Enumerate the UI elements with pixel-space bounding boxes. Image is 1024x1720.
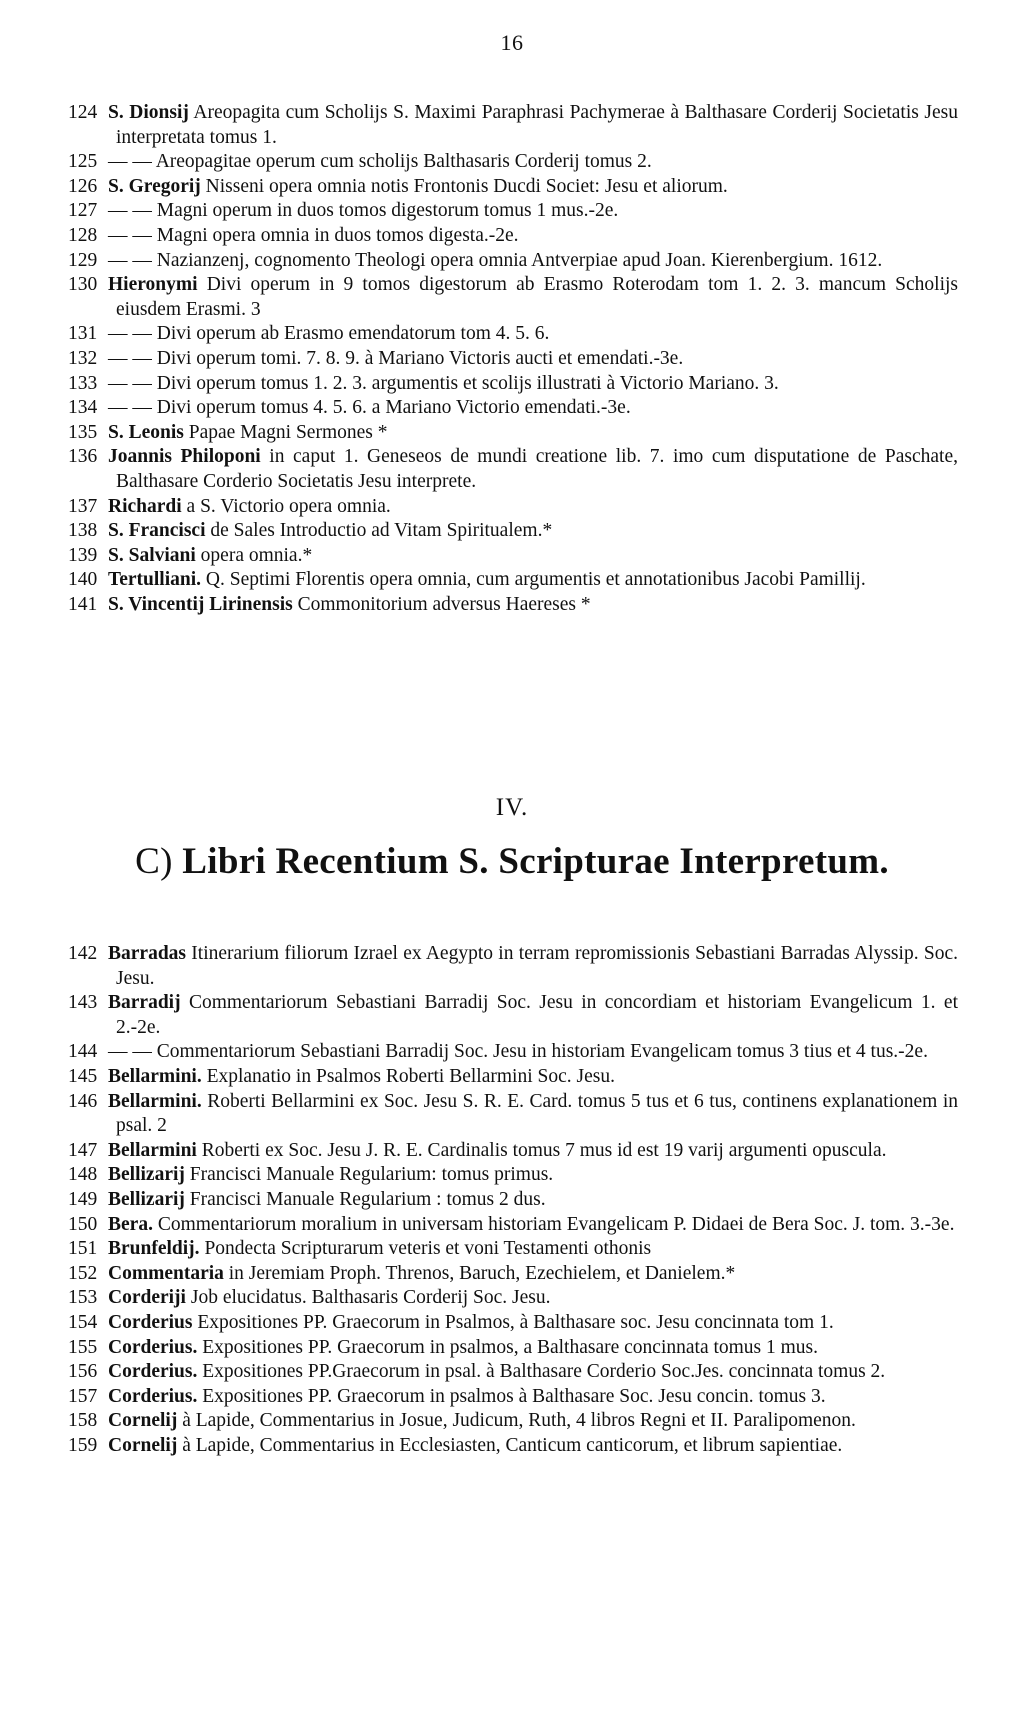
entry-number: 144 — [68, 1041, 98, 1063]
entry-title: Itinerarium filiorum Izrael ex Aegypto in terram repromissionis Sebastiani Barradas Alyssip. Soc. Jesu. — [116, 943, 958, 989]
entry-title: in caput 1. Geneseos de mundi creatione lib. 7. imo cum disputatione de Paschate, Balthasare Corderio Societatis Jesu interprete. — [116, 446, 958, 492]
catalog-entry — [68, 1213, 958, 1238]
catalog-entry — [68, 150, 958, 175]
entry-ditto-dash: — — — [108, 200, 157, 222]
entry-ditto-dash: — — — [108, 1041, 157, 1063]
catalog-entry — [68, 175, 958, 200]
entry-title: Expositiones PP. Graecorum in Psalmos, à Balthasare soc. Jesu concinnata tom 1. — [192, 1311, 834, 1333]
entry-number: 148 — [68, 1164, 98, 1186]
catalog-entry — [68, 1065, 958, 1090]
catalog-entry — [68, 593, 958, 618]
catalog-entry — [68, 942, 958, 991]
entry-title: opera omnia.* — [195, 544, 313, 566]
catalog-entry — [68, 1311, 958, 1336]
entry-author: Bellarmini — [108, 1139, 197, 1161]
entry-number: 137 — [68, 495, 98, 517]
catalog-entry — [68, 421, 958, 446]
catalog-entry — [68, 372, 958, 397]
entry-title: de Sales Introductio ad Vitam Spiritualem.* — [205, 520, 553, 542]
catalog-entry — [68, 1434, 958, 1459]
entry-title: Nisseni opera omnia notis Frontonis Ducdi Societ: Jesu et aliorum. — [200, 175, 728, 197]
catalog-entry — [68, 1139, 958, 1164]
entry-author: Commentaria — [108, 1262, 224, 1284]
entry-number: 145 — [68, 1065, 98, 1087]
entry-author: Corderius. — [108, 1336, 198, 1358]
entry-number: 140 — [68, 569, 98, 591]
entry-number: 126 — [68, 175, 98, 197]
entry-title: à Lapide, Commentarius in Ecclesiasten, Canticum canticorum, et librum sapientiae. — [177, 1434, 843, 1456]
entry-author: Corderius — [108, 1311, 193, 1333]
entry-author: Corderiji — [108, 1287, 186, 1309]
entry-ditto-dash: — — — [108, 347, 157, 369]
entry-title: Divi operum in 9 tomos digestorum ab Erasmo Roterodam tom 1. 2. 3. mancum Scholijs eiusdem Erasmi. 3 — [116, 274, 958, 320]
entry-ditto-dash: — — — [108, 249, 157, 271]
entry-ditto-dash: — — — [108, 224, 157, 246]
catalog-entry — [68, 273, 958, 322]
catalog-entry — [68, 322, 958, 347]
entry-author: Corderius. — [108, 1361, 198, 1383]
catalog-entry — [68, 396, 958, 421]
entry-number: 158 — [68, 1410, 98, 1432]
entry-list-part2 — [68, 942, 958, 1458]
entry-ditto-dash: — — — [108, 372, 157, 394]
entry-author: Bellizarij — [108, 1164, 185, 1186]
entry-author: Hieronymi — [108, 274, 198, 296]
entry-title: Roberti ex Soc. Jesu J. R. E. Cardinalis tomus 7 mus id est 19 varij argumenti opuscula. — [196, 1139, 887, 1161]
entry-number: 139 — [68, 544, 98, 566]
entry-ditto-dash: — — — [108, 151, 156, 173]
entry-number: 153 — [68, 1287, 98, 1309]
entry-title: Divi operum ab Erasmo emendatorum tom 4. 5. 6. — [156, 323, 550, 345]
catalog-entry — [68, 101, 958, 150]
catalog-entry — [68, 1385, 958, 1410]
entry-author: Barradas — [108, 943, 186, 964]
section-letter: C) — [135, 841, 173, 882]
entry-author: Bellarmini. — [108, 1090, 202, 1112]
entry-title: Expositiones PP. Graecorum in psalmos à Balthasare Soc. Jesu concin. tomus 3. — [197, 1385, 826, 1407]
entry-number: 141 — [68, 593, 98, 615]
entry-author: S. Dionsij — [108, 102, 189, 123]
catalog-entry — [68, 519, 958, 544]
entry-title: Divi operum tomus 1. 2. 3. argumentis et scolijs illustrati à Victorio Mariano. 3. — [156, 372, 779, 394]
entry-author: Joannis Philoponi — [108, 446, 261, 468]
entry-author: Bera. — [108, 1213, 153, 1235]
entry-title: Roberti Bellarmini ex Soc. Jesu S. R. E. Card. tomus 5 tus et 6 tus, continens explanationem in psal. 2 — [116, 1090, 958, 1137]
entry-number: 151 — [68, 1238, 98, 1260]
entry-number: 147 — [68, 1139, 98, 1161]
entry-title: a S. Victorio opera omnia. — [181, 495, 391, 517]
entry-number: 155 — [68, 1336, 98, 1358]
catalog-entry — [68, 199, 958, 224]
entry-ditto-dash: — — — [108, 323, 157, 345]
entry-author: Bellizarij — [108, 1188, 185, 1210]
entry-number: 132 — [68, 347, 98, 369]
entry-list-part1 — [68, 101, 958, 617]
entry-number: 159 — [68, 1434, 98, 1456]
entry-number: 156 — [68, 1361, 98, 1383]
entry-number: 146 — [68, 1090, 98, 1112]
catalog-entry — [68, 224, 958, 249]
entry-title: Expositiones PP. Graecorum in psalmos, a Balthasare concinnata tomus 1 mus. — [197, 1336, 819, 1358]
entry-number: 130 — [68, 274, 98, 296]
entry-number: 157 — [68, 1385, 98, 1407]
catalog-entry — [68, 445, 958, 494]
entry-author: Barradij — [108, 992, 181, 1014]
entry-author: S. Vincentij Lirinensis — [108, 593, 293, 615]
entry-title: Pondecta Scripturarum veteris et voni Testamenti othonis — [199, 1238, 652, 1260]
entry-number: 152 — [68, 1262, 98, 1284]
catalog-entry — [68, 1237, 958, 1262]
entry-title: Magni operum in duos tomos digestorum tomus 1 mus.-2e. — [156, 200, 619, 222]
entry-author: Richardi — [108, 495, 182, 517]
catalog-entry — [68, 1336, 958, 1361]
entry-number: 150 — [68, 1213, 98, 1235]
entry-title: Nazianzenj, cognomento Theologi opera omnia Antverpiae apud Joan. Kierenbergium. 1612. — [156, 249, 883, 271]
entry-title: in Jeremiam Proph. Threnos, Baruch, Ezechielem, et Danielem.* — [223, 1262, 736, 1284]
entry-title: Divi operum tomi. 7. 8. 9. à Mariano Victoris aucti et emendati.-3e. — [156, 347, 684, 369]
entry-title: Magni opera omnia in duos tomos digesta.-2e. — [156, 224, 519, 246]
section-title — [0, 840, 1024, 883]
entry-author: S. Gregorij — [108, 175, 201, 197]
entry-number: 134 — [68, 397, 98, 419]
catalog-entry — [68, 568, 958, 593]
entry-ditto-dash: — — — [108, 397, 157, 419]
catalog-entry — [68, 495, 958, 520]
entry-title: Divi operum tomus 4. 5. 6. a Mariano Victorio emendati.-3e. — [156, 397, 631, 419]
entry-number: 136 — [68, 446, 98, 468]
catalog-entry — [68, 991, 958, 1040]
entry-title: Francisci Manuale Regularium : tomus 2 dus. — [184, 1188, 546, 1210]
entry-author: Tertulliani. — [108, 569, 202, 591]
catalog-entry — [68, 1040, 958, 1065]
entry-title: Commentariorum moralium in universam historiam Evangelicam P. Didaei de Bera Soc. J. tom. 3.-3e. — [152, 1213, 955, 1235]
entry-title: Papae Magni Sermones * — [183, 421, 388, 443]
entry-number: 142 — [68, 943, 98, 964]
entry-author: S. Leonis — [108, 421, 184, 443]
entry-author: Cornelij — [108, 1410, 178, 1432]
entry-number: 143 — [68, 992, 98, 1014]
catalog-entry — [68, 347, 958, 372]
catalog-entry — [68, 1409, 958, 1434]
entry-number: 133 — [68, 372, 98, 394]
entry-title: à Lapide, Commentarius in Josue, Judicum, Ruth, 4 libros Regni et II. Paralipomenon. — [177, 1410, 856, 1432]
entry-number: 138 — [68, 520, 98, 542]
entry-author: Corderius. — [108, 1385, 198, 1407]
entry-title: Q. Septimi Florentis opera omnia, cum argumentis et annotationibus Jacobi Pamillij. — [201, 569, 866, 591]
entry-title: Areopagita cum Scholijs S. Maximi Paraphrasi Pachymerae à Balthasare Corderij Societatis Jesu interpretata tomus 1. — [116, 102, 958, 148]
entry-author: Bellarmini. — [108, 1065, 202, 1087]
entry-author: S. Francisci — [108, 520, 206, 542]
catalog-entry — [68, 1163, 958, 1188]
catalog-entry — [68, 544, 958, 569]
entry-title: Explanatio in Psalmos Roberti Bellarmini Soc. Jesu. — [201, 1065, 615, 1087]
section-numeral: IV. — [495, 794, 529, 821]
entry-number: 125 — [68, 151, 98, 173]
entry-title: Commentariorum Sebastiani Barradij Soc. Jesu in concordiam et historiam Evangelicum 1. et 2.-2e. — [116, 992, 958, 1038]
entry-number: 154 — [68, 1311, 98, 1333]
catalog-entry — [68, 1360, 958, 1385]
entry-title: Areopagitae operum cum scholijs Balthasaris Corderij tomus 2. — [155, 151, 652, 173]
entry-author: Brunfeldij. — [108, 1238, 200, 1260]
entry-title: Commentariorum Sebastiani Barradij Soc. Jesu in historiam Evangelicam tomus 3 tius et 4 tus.-2e. — [156, 1041, 928, 1063]
entry-number: 127 — [68, 200, 98, 222]
entry-number: 135 — [68, 421, 98, 443]
entry-author: S. Salviani — [108, 544, 196, 566]
entry-title: Job elucidatus. Balthasaris Corderij Soc. Jesu. — [185, 1287, 551, 1309]
catalog-entry — [68, 1090, 958, 1139]
catalog-entry — [68, 1262, 958, 1287]
entry-title: Commonitorium adversus Haereses * — [292, 593, 591, 615]
entry-number: 128 — [68, 224, 98, 246]
catalog-entry — [68, 249, 958, 274]
entry-author: Cornelij — [108, 1434, 178, 1456]
entry-number: 124 — [68, 102, 98, 123]
entry-title: Expositiones PP.Graecorum in psal. à Balthasare Corderio Soc.Jes. concinnata tomus 2. — [197, 1361, 886, 1383]
entry-number: 129 — [68, 249, 98, 271]
page-number: 16 — [500, 30, 524, 55]
entry-number: 131 — [68, 323, 98, 345]
entry-number: 149 — [68, 1188, 98, 1210]
catalog-entry — [68, 1286, 958, 1311]
section-title-text: Libri Recentium S. Scripturae Interpretum. — [182, 841, 889, 882]
entry-title: Francisci Manuale Regularium: tomus primus. — [184, 1164, 554, 1186]
catalog-entry — [68, 1188, 958, 1213]
